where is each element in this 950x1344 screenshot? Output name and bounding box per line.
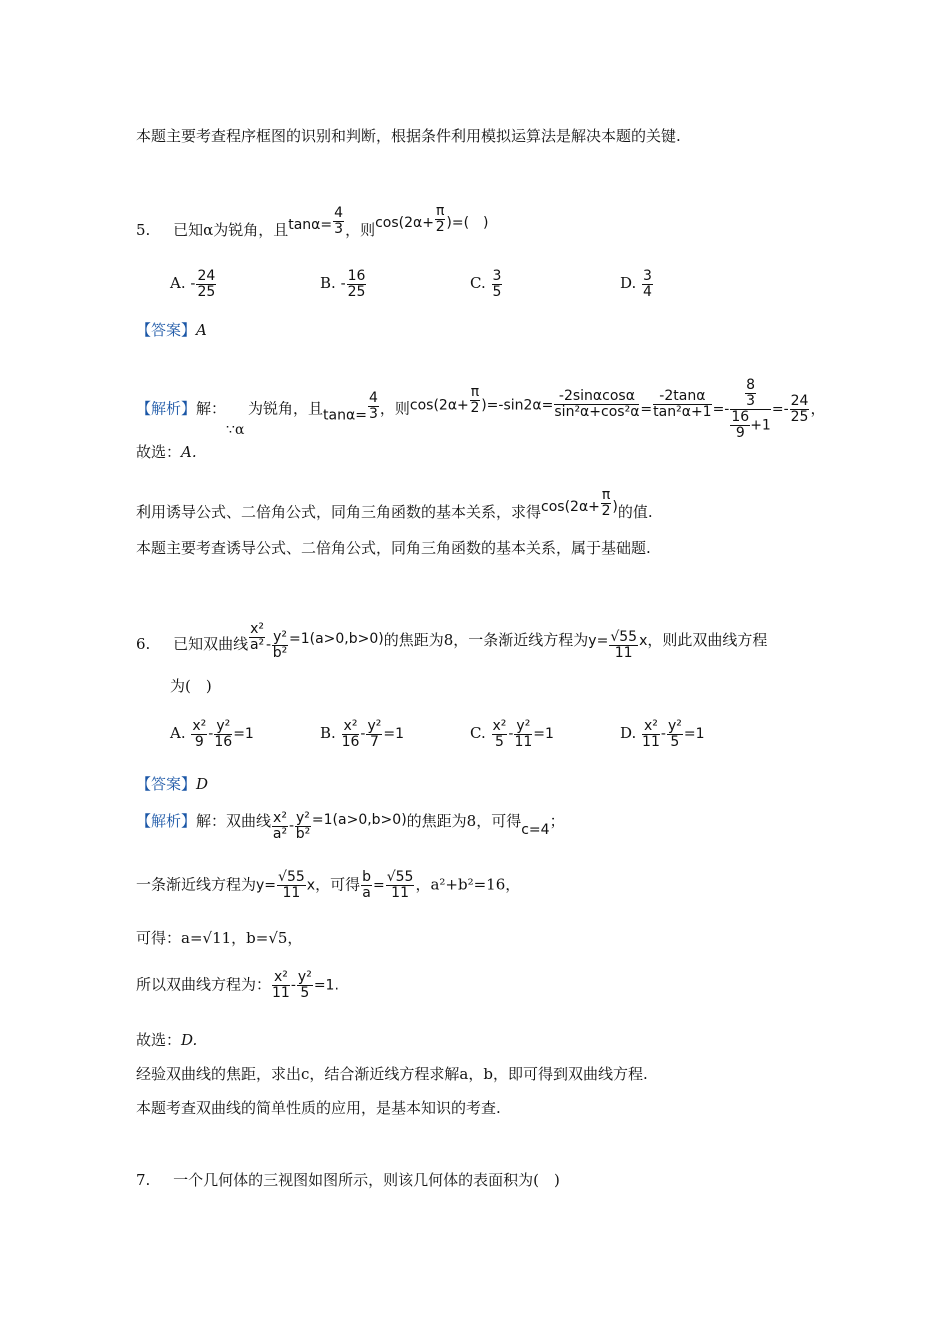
choose-label: 故选： [136,443,182,461]
analysis-tag: 【解析】 [136,812,197,830]
punctuation: ， [810,399,826,418]
numerator: x² [492,717,507,734]
numerator: y² [367,717,382,734]
denominator: a [362,885,371,901]
analysis-line [136,810,565,842]
choose-line [136,442,197,462]
option-c[interactable] [470,256,503,300]
choose-answer: D. [181,1031,198,1049]
denominator: 11 [391,885,409,901]
fraction [470,385,480,416]
denominator: 4 [643,283,652,300]
answer-line [136,774,208,794]
denominator: 11 [642,733,660,750]
because-wrap [226,400,248,438]
option-label: D. [620,274,637,292]
denominator: 16 [341,733,360,750]
choose-label: 故选： [136,1031,182,1049]
denominator: 9 [194,733,204,750]
option-label: C. [470,274,486,292]
numerator: y² [516,717,531,734]
denominator: 2 [470,399,480,416]
numerator: y² [273,628,287,645]
denominator: 5 [494,733,504,750]
solution-line: 可得：a=√11，b=√5， [136,929,303,947]
numerator [730,378,770,410]
question-6 [136,622,767,661]
fraction [333,206,344,237]
condition: =1(a>0,b>0) [288,631,384,647]
cos-expr-end: )=( ) [446,215,489,231]
note-line: 利用诱导公式、二倍角公式，同角三角函数的基本关系，求得cos(2α+ $\frac{\pi}{2}$ )的值. [136,487,653,521]
fraction [196,269,216,300]
c-value: c=4 [521,822,550,838]
equals-one: =1. [313,977,339,994]
fraction [297,970,313,1001]
question-number: 7. [136,1171,151,1189]
tan-lhs: tanα= [323,407,367,424]
fraction [653,389,711,420]
solution-text: 所以双曲线方程为： [136,975,272,994]
solution-text: 解： [196,399,227,418]
fraction [601,488,611,519]
cos-expr: cos(2α+ [541,499,600,515]
denominator: 11 [272,985,290,1001]
numerator: π [470,383,480,400]
choose-answer: A. [181,443,197,461]
denominator: 7 [369,733,379,750]
denominator [730,410,770,441]
equals-one: =1 [533,726,554,742]
denominator: 2 [435,219,445,235]
fraction [386,870,415,901]
numerator: √55 [278,869,305,885]
question-stem: 已知双曲线 [173,635,249,653]
numerator: x² [273,969,288,985]
asymptote-x: x [306,877,316,894]
solution-line: 一条渐近线方程为y= $\frac{√55}{11}$ x，可得 $\frac{b}{a}$ = $\frac{√55}{11}$ ，a²+b²=16， [136,869,521,901]
numerator: π [435,203,445,219]
option-label: B. [320,274,336,292]
answer-tag: 【答案】 [136,321,197,339]
question-7 [136,1170,560,1190]
equals-one: =1 [383,726,405,742]
fraction [642,719,660,750]
numerator: 4 [368,389,378,406]
fraction [214,719,232,750]
question-stem: 的焦距为8，一条渐近线方程为 [383,631,589,649]
option-label: C. [470,724,486,742]
asymptote-lhs: y= [256,877,277,894]
numerator: x² [644,717,658,734]
solution-text: ，可得 [315,875,361,894]
solution-text: 解：双曲线 [196,812,272,830]
answer-value: D [196,775,209,793]
intro-text: 本题主要考查程序框图的识别和判断，根据条件利用模拟运算法是解决本题的关键. [136,127,681,145]
numerator: y² [216,717,231,734]
denominator: 11 [614,644,633,661]
note-line: 经验双曲线的焦距，求出c，结合渐近线方程求解a，b，即可得到双曲线方程. [136,1065,648,1083]
denominator: 11 [514,733,533,750]
solution-text: 的焦距为8，可得 [406,812,522,830]
numerator: 24 [790,393,809,409]
numerator: 16 [731,409,750,425]
denominator: 5 [670,733,680,750]
denominator: 5 [300,985,310,1001]
numerator: y² [296,809,310,826]
question-stem: 已知α为锐角，且 [173,221,289,239]
numerator: x² [250,621,265,637]
cos-expr: cos(2α+ [409,397,469,414]
denominator: 25 [347,283,366,300]
denominator: 5 [492,283,502,300]
question-stem: ，则此双曲线方程 [647,631,768,649]
numerator: -2tanα [653,389,711,405]
solution-text: 一条渐近线方程为 [136,875,257,894]
question-6-cont: 为( ) [170,677,212,695]
option-label: B. [320,724,336,742]
condition: =1(a>0,b>0) [311,812,407,828]
option-d[interactable] [620,256,654,300]
fraction [435,204,445,235]
denominator: b² [295,825,311,842]
note-line-2: 本题主要考查诱导公式、二倍角公式，同角三角函数的基本关系，属于基础题. [136,539,651,557]
denominator: 2 [601,503,611,519]
fraction [667,719,683,750]
solution-text: 为锐角，且 [248,399,324,418]
minus: - [288,818,294,834]
option-b[interactable] [320,256,367,300]
denominator: 25 [790,409,809,425]
denominator: sin²α+cos²α [554,403,640,420]
fraction [790,394,810,425]
numerator: √55 [386,869,414,885]
answer-tag: 【答案】 [136,775,197,793]
fraction [249,622,265,653]
option-d[interactable]: D. $\frac{\text{x²}}{11}$ - $\frac{\text{y²}}{5}$ =1 [620,717,705,750]
fraction [295,811,311,842]
fraction [366,719,382,750]
answer-value: A [196,321,207,339]
fraction [361,870,372,901]
question-number: 6. [136,635,151,653]
numerator: y² [667,717,682,734]
numerator: 3 [643,267,652,284]
fraction [514,719,532,750]
numerator: x² [273,809,287,826]
numerator: 16 [347,267,366,284]
note-text: 的值. [617,503,653,521]
fraction [277,870,306,901]
asymptote-x: x [639,633,648,649]
option-sign: - [190,276,196,292]
equals: = [640,401,653,418]
equals: =- [771,401,789,418]
numerator: √55 [610,628,638,645]
fraction [554,389,639,420]
punctuation: ； [549,812,565,830]
fraction [745,378,756,409]
numerator: b [362,869,371,885]
question-number: 5. [136,221,151,239]
equals-one: =1 [683,726,705,742]
numerator: 4 [334,205,344,221]
solution-text: ，则 [379,399,410,418]
option-label: A. [170,274,186,292]
because-symbol: ∵α [226,421,245,438]
denominator: 16 [214,733,233,750]
denominator: 25 [197,283,216,300]
numerator: 3 [492,267,502,284]
fraction [492,719,508,750]
fraction [191,719,207,750]
fraction [642,269,653,300]
note-text: 利用诱导公式、二倍角公式，同角三角函数的基本关系，求得 [136,503,542,521]
question-stem: 一个几何体的三视图如图所示，则该几何体的表面积为( ) [173,1171,560,1189]
fraction [730,410,750,441]
equals: =- [712,401,730,418]
denominator: 3 [746,393,756,409]
denominator: 11 [282,885,301,901]
solution-text: ，a²+b²=16， [415,875,521,894]
denominator: a² [272,825,288,842]
option-label: D. [620,724,637,742]
denominator: tan²α+1 [653,403,712,420]
choose-line [136,1030,197,1050]
minus: - [266,637,272,653]
note-line-2: 本题考查双曲线的简单性质的应用，是基本知识的考查. [136,1099,501,1117]
numerator: 24 [197,267,216,284]
tan-lhs: tanα= [288,217,333,233]
denominator: 3 [334,221,344,237]
solution-line: 所以双曲线方程为： $\frac{\text{x²}}{11}$ - $\frac{\text{y²}}{5}$ =1. [136,969,339,1001]
analysis-line [136,378,825,441]
fraction [272,811,288,842]
equals-one: =1 [233,726,254,742]
option-label: A. [170,724,186,742]
option-a[interactable] [170,256,217,300]
compound-fraction [730,378,770,441]
numerator: π [601,487,611,503]
fraction [342,719,360,750]
fraction [272,630,288,661]
cos-expr: cos(2α+ [375,215,434,231]
fraction [347,269,367,300]
plus-one: +1 [750,417,771,434]
fraction [609,630,638,661]
denominator: 3 [368,405,378,422]
analysis-tag: 【解析】 [136,399,197,418]
denominator: b² [272,644,288,661]
numerator: 8 [746,377,756,393]
question-5 [136,204,489,240]
denominator: a² [249,637,265,653]
numerator: x² [192,717,207,734]
option-c[interactable]: C. $\frac{\text{x²}}{5}$ - $\frac{\text{y²}}{11}$ =1 [470,717,554,750]
numerator: x² [343,717,358,734]
asymptote-lhs: y= [588,633,609,649]
numerator: y² [297,969,312,985]
fraction [368,391,379,422]
option-b[interactable]: B. $\frac{\text{x²}}{16}$ - $\frac{\text{y²}}{7}$ =1 [320,717,405,750]
option-sign: - [340,276,346,292]
equation-part: )=-sin2α= [481,397,554,414]
option-a[interactable]: A. $\frac{\text{x²}}{9}$ - $\frac{\text{y²}}{16}$ =1 [170,717,254,750]
fraction [272,970,290,1001]
stem-text: ，则 [345,221,376,239]
denominator: 9 [735,425,745,441]
fraction [492,269,503,300]
answer-line [136,320,207,340]
numerator: -2sinαcosα [554,389,639,405]
